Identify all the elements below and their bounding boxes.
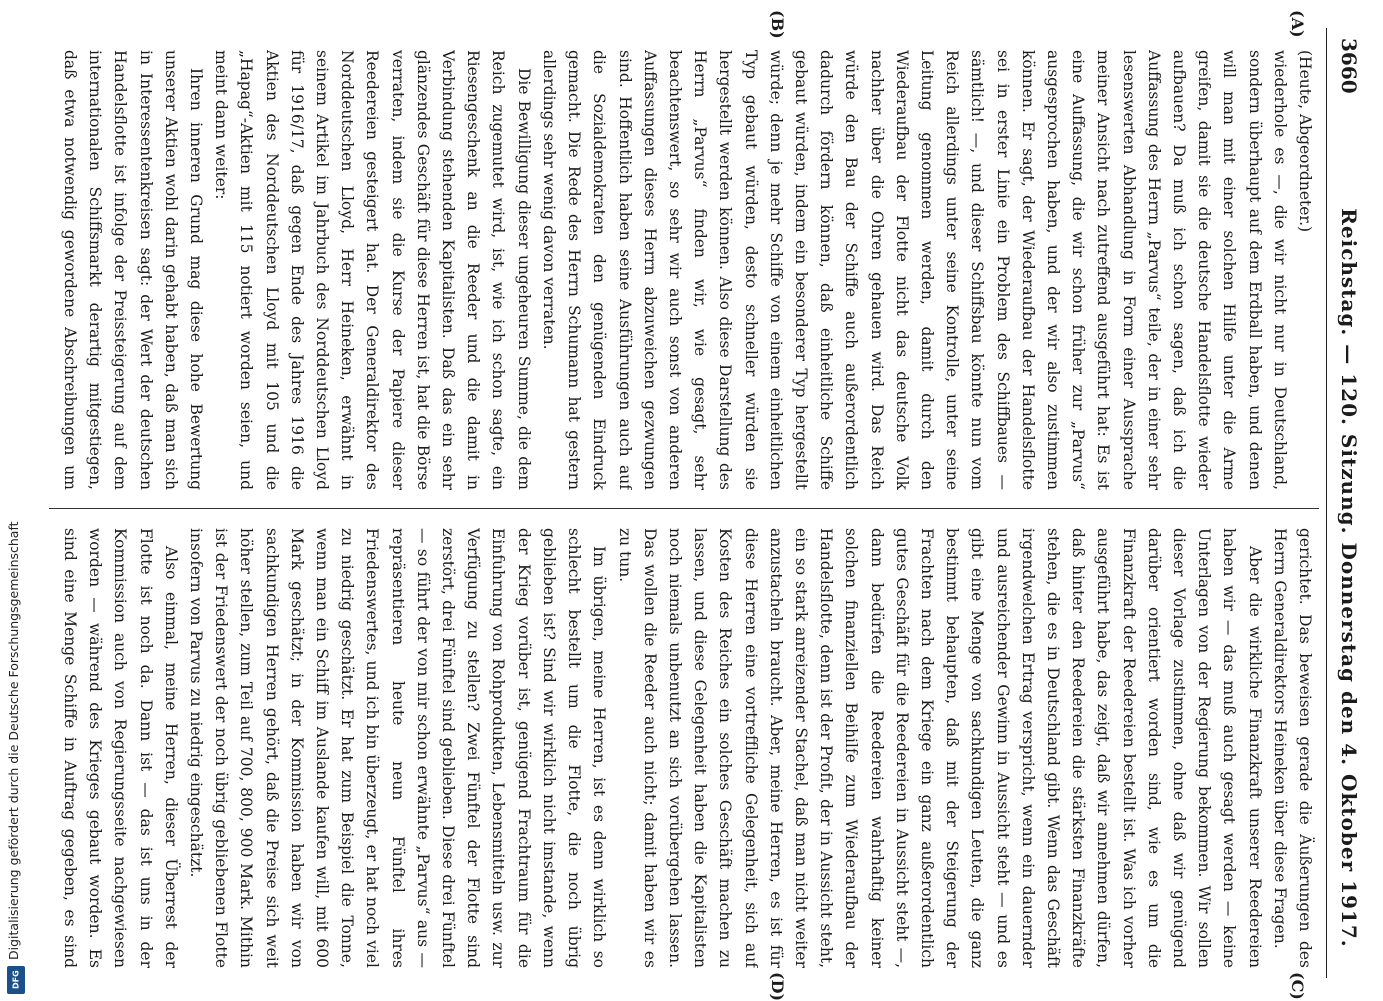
paragraph: Ihren inneren Grund mag diese hohe Bewertung unserer Aktien wohl darin gehabt haben, daß man sich in Interessentenkreisen sagt: der Wert der deutschen Handelsflotte ist infolge der Preissteigerung auf dem internationalen Schiffsmarkt derartig mitgestiegen, daß etwa notwendig gewordene Abschreibungen um: [61, 50, 206, 490]
margin-marker-d: (D): [768, 972, 787, 1001]
dfg-logo: DFG: [7, 966, 25, 994]
paragraph: gerichtet. Das beweisen gerade die Äußerungen des Herrn Generaldirektors Heineken über diese Fragen.: [1270, 528, 1314, 968]
document-page: [35, 10, 1367, 1001]
paragraph: wiederhole es —, die wir nicht nur in Deutschland, sondern überhaupt auf dem Erdball haben, und denen will man mit einer solchen Hilfe unter die Arme greifen, damit sie die deutsche Handelsflotte wieder aufbauen? Da muß ich schon sagen, daß ich die Auffassung des Herrn „Parvus“ teile, der in einer sehr lesenswerten Abhandlung in Form einer Aussprache meiner Ansicht nach zutreffend ausgeführt hat: Es ist eine Auffassung, die wir schon früher zur „Parvus“ ausgesprochen haben, und der wir also zustimmen können. Er sagt, der Wiederaufbau der Handelsflotte sei in erster Linie ein Problem des Schiffbaues — sämtlich! —, und dieser Schiffsbau könnte nun vom Reich allerdings unter seine Kontrolle, unter seine Leitung genommen werden, damit durch den Wiederaufbau der Flotte nicht das deutsche Volk nachher über die Ohren gehauen wird. Das Reich würde den Bau der Schiffe auch außerordentlich dadurch fördern können, daß einheitliche Schiffe gebaut würden, indem ein besonderer Typ hergestellt würde; denn je mehr Schiffe von einem einheitlichen Typ gebaut würden, desto schneller würden sie hergestellt werden können. Also diese Darstellung des Herrn „Parvus“ finden wir, wie gesagt, sehr beachtenswert, so sehr wir auch sonst von anderen Auffassungen dieses Herrn abzuweichen gezwungen sind. Hoffentlich haben seine Ausführungen auch auf die Sozialdemokraten den genügenden Eindruck gemacht. Die Rede des Herrn Schumann hat gestern allerdings sehr wenig davon verraten.: [539, 50, 1289, 490]
scanned-page-area: [35, 10, 1367, 1001]
margin-marker-a: (A): [1288, 10, 1307, 38]
digitization-credit-bar: [2, 0, 28, 1000]
paragraph: Also einmal, meine Herren, dieser Überrest der Flotte ist noch da. Dann ist — das ist uns in der Kommission auch von Regierungsseite nachgewiesen worden — während des Krieges gebaut worden. Es sind eine Menge Schiffe in Auftrag gegeben, es sind: [61, 528, 180, 968]
right-column: [52, 528, 1317, 968]
paragraph: Im übrigen, meine Herren, ist es denn wirklich so schlecht bestellt um die Flotte, die noch übrig geblieben ist? Sind wir wirklich nicht imstande, wenn der Krieg vorüber ist, genügend Frachtraum für die Einfuhrung von Rohprodukten, Lebensmitteln usw. zur Verfügung zu stellen? Zwei Fünftel der Flotte sind zerstört, drei Fünftel sind geblieben. Diese drei Fünftel — so führt der von mir schon erwähnte „Parvus“ aus — repräsentieren heute neun Fünftel ihres Friedenswertes, und ich bin überzeugt, er hat noch viel zu niedrig geschätzt. Er hat zum Beispiel die Tonne, wenn man ein Schiff im Auslande kaufen will, mit 600 Mark geschätzt; in der Kommission haben wir von sachkundigen Herren gehört, daß die Preise sich weit höher stellen, zum Teil auf 700, 800, 900 Mark. Mithin ist der Friedenswert der noch übrig gebliebenen Flotte insofern von Parvus zu niedrig eingeschätzt.: [187, 528, 609, 968]
page-number: 3660: [1337, 38, 1361, 94]
left-column: [52, 50, 1317, 490]
page-title: Reichstag. — 120. Sitzung. Donnerstag den 4. Oktober 1917.: [1337, 208, 1361, 948]
margin-marker-c: (C): [1288, 972, 1307, 1000]
page-header: [1326, 28, 1367, 978]
paragraph: Die Bewilligung dieser ungeheuren Summe, die dem Reich zugemutet wird, ist, wie ich schon sagte, ein Riesengeschenk an die Reeder und die damit in Verbindung stehenden Kapitalisten. Daß das ein sehr glänzendes Geschäft für diese Herren ist, hat die Börse verraten, indem sie die Kurse der Papiere dieser Reedereien gesteigert hat. Der Generaldirektor des Norddeutschen Lloyd, Herr Heineken, erwähnt in seinem Artikel im Jahrbuch des Norddeutschen Lloyd für 1916/17, daß gegen Ende des Jahres 1916 die Aktien des Norddeutschen Lloyd mit 105 und die „Hapag“-Aktien mit 115 notiert worden seien, und meint dann weiter:: [212, 50, 533, 490]
column-divider: [49, 508, 1319, 509]
paragraph: (Heute, Abgeordneter.): [1296, 50, 1314, 233]
digitization-credit: Digitalisierung gefördert durch die Deutsche Forschungsgemeinschaft: [6, 521, 21, 960]
paragraph: Aber die wirkliche Finanzkraft unserer Reedereien haben wir — das muß auch gesagt werden — keine Unterlagen von der Regierung bekommen. Wir sollen dieser Vorlage zustimmen, ohne daß wir genügend darüber orientiert worden sind, wie es um die Finanzkraft der Reedereien bestellt ist. Was ich vorher ausgeführt habe, das zeigt, daß wir annehmen dürfen, daß hinter den Reedereien die stärksten Finanzkräfte stehen, die es in Deutschland gibt. Wenn das Geschäft irgendwelchen Ertrag verspricht, wenn ein dauernder und ausreichender Gewinn in Aussicht steht — und es gibt eine Menge von sachkundigen Leuten, die ganz bestimmt behaupten, daß mit der Steigerung der Frachten nach dem Kriege ein ganz außerordentlich gutes Geschäft für die Reedereien in Aussicht steht —, dann bedürfen die Reedereien wahrhaftig keiner solchen finanziellen Beihilfe zum Wiederaufbau der Handelsflotte, denn ist der Profit, der in Aussicht steht, ein so stark anreizender Stachel, daß man nicht weiter anzustacheln braucht. Aber, meine Herren, es ist für diese Herren eine vortreffliche Gelegenheit, sich auf Kosten des Reiches ein solches Geschäft machen zu lassen, und diese Gelegenheit haben die Kapitalisten noch niemals unbenutzt an sich vorübergehen lassen. Das wollen die Reeder auch nicht; damit haben wir es zu tun.: [615, 528, 1264, 968]
margin-marker-b: (B): [768, 10, 787, 39]
